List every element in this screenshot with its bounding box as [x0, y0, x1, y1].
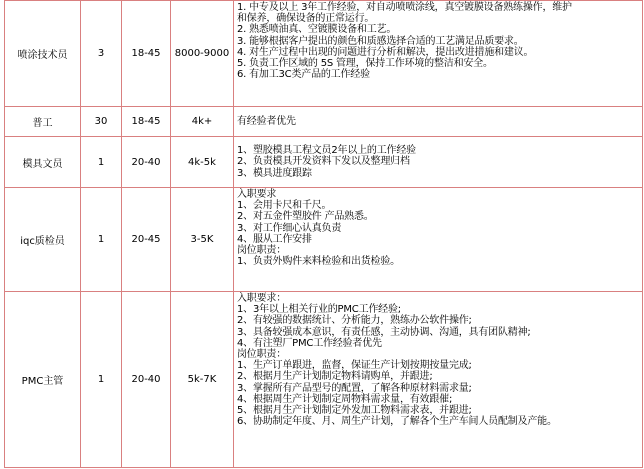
- requirement-line: 1、负责外购件来料检验和出货检验。: [237, 256, 400, 268]
- requirements-cell: [234, 107, 643, 137]
- position-title: iqc质检员: [5, 188, 81, 292]
- table-row: [5, 292, 643, 468]
- requirement-line: 3、具备较强成本意识，有责任感，主动协调、沟通，具有团队精神;: [237, 326, 531, 338]
- salary: 8000-9000: [171, 1, 234, 107]
- table-row: [5, 137, 643, 188]
- salary: 5k-7K: [171, 292, 234, 468]
- requirement-line: 4、根据周生产计划制定周物料需求量，有效跟催;: [237, 393, 453, 405]
- salary: 3-5K: [171, 188, 234, 292]
- requirement-line: 6、协助制定年度、月、周生产计划，了解各个生产车间人员配制及产能。: [237, 416, 557, 428]
- requirement-line: 岗位职责：: [237, 245, 286, 257]
- requirement-line: 4. 对生产过程中出现的问题进行分析和解决，提出改进措施和建议。: [237, 46, 534, 58]
- requirement-line: 2、根据月生产计划制定物料请购单，并跟进;: [237, 371, 433, 383]
- table-row: [5, 107, 643, 137]
- requirement-line: 入职要求: [237, 189, 277, 200]
- job-listing-table: [4, 0, 643, 468]
- headcount: 3: [81, 1, 122, 107]
- salary: 4k+: [171, 107, 234, 137]
- position-title: PMC主管: [5, 292, 81, 468]
- requirement-line: 和保养，确保设备的正常运行。: [237, 13, 375, 25]
- requirement-line: 5. 负责工作区域的 5S 管理，保持工作环境的整洁和安全。: [237, 58, 493, 70]
- position-title: 喷涂技术员: [5, 1, 81, 107]
- requirement-line: 岗位职责：: [237, 349, 286, 361]
- requirement-line: 6. 有加工3C类产品的工作经验: [237, 69, 370, 81]
- requirement-line: 3. 能够根据客户提出的颜色和质感选择合适的工艺满足品质要求。: [237, 35, 524, 47]
- age-range: 20-45: [122, 188, 171, 292]
- requirement-line: 1、生产订单跟进，监督，保证生产计划按期按量完成;: [237, 360, 472, 372]
- headcount: 1: [81, 137, 122, 188]
- age-range: 18-45: [122, 1, 171, 107]
- requirement-line: 3、掌握所有产品型号的配置，了解各种原材料需求量;: [237, 382, 472, 394]
- age-range: 20-40: [122, 137, 171, 188]
- requirement-line: 4、有注塑厂PMC工作经验者优先: [237, 337, 382, 349]
- requirement-line: 4、服从工作安排: [237, 233, 312, 245]
- requirement-line: 入职要求：: [237, 293, 286, 304]
- headcount: 1: [81, 292, 122, 468]
- requirement-line: 2、对五金件塑胶件 产品熟悉。: [237, 211, 374, 223]
- position-title: 模具文员: [5, 137, 81, 188]
- requirement-line: 有经验者优先: [237, 115, 296, 127]
- salary: 4k-5k: [171, 137, 234, 188]
- requirement-line: 2. 熟悉喷油真、空镀膜设备和工艺。: [237, 24, 397, 36]
- requirements-cell: [234, 292, 643, 468]
- table-row: [5, 188, 643, 292]
- requirement-line: 1. 中专及以上 3年工作经验，对自动喷喷涂线，真空镀膜设备熟练操作，维护: [237, 2, 572, 13]
- age-range: 20-40: [122, 292, 171, 468]
- age-range: 18-45: [122, 107, 171, 137]
- requirement-line: 2、有较强的数据统计、分析能力，熟练办公软件操作;: [237, 315, 472, 327]
- position-title: 普工: [5, 107, 81, 137]
- requirement-line: 1、会用卡尺和千尺。: [237, 200, 332, 212]
- requirements-cell: [234, 188, 643, 292]
- requirement-line: 3、对工作细心认真负责: [237, 222, 342, 234]
- requirement-line: 2、负责模具开发资料下发以及整理归档: [237, 156, 410, 168]
- requirements-cell: [234, 137, 643, 188]
- requirement-line: 1、塑胶模具工程文员2年以上的工作经验: [237, 145, 416, 157]
- requirement-line: 3、模具进度跟踪: [237, 167, 312, 179]
- headcount: 30: [81, 107, 122, 137]
- requirement-line: 1、3年以上相关行业的PMC工作经验;: [237, 304, 401, 316]
- requirement-line: 5、根据月生产计划制定外发加工物料需求表，并跟进;: [237, 405, 472, 417]
- headcount: 1: [81, 188, 122, 292]
- requirements-cell: [234, 1, 643, 107]
- table-row: [5, 1, 643, 107]
